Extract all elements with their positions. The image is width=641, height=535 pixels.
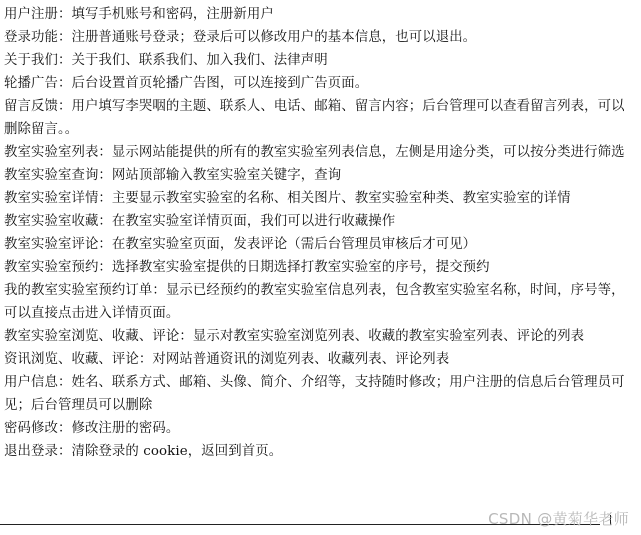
document-body — [4, 3, 636, 463]
paragraph-about-us: 关于我们：关于我们、联系我们、加入我们、法律声明 — [4, 53, 328, 68]
paragraph-my-bookings: 我的教室实验室预约订单：显示已经预约的教室实验室信息列表，包含教室实验室名称，时间，序号等，可以直接点击进入详情页面。 — [4, 283, 625, 321]
paragraph-message-feedback: 留言反馈：用户填写李哭咽的主题、联系人、电话、邮箱、留言内容；后台管理可以查看留言列表，可以删除留言。。 — [4, 99, 625, 137]
paragraph-classroom-comment: 教室实验室评论：在教室实验室页面，发表评论（需后台管理员审核后才可见） — [4, 237, 477, 252]
paragraph-login: 登录功能：注册普通账号登录；登录后可以修改用户的基本信息，也可以退出。 — [4, 30, 477, 45]
paragraph-user-info: 用户信息：姓名、联系方式、邮箱、头像、简介、介绍等，支持随时修改；用户注册的信息后台管理员可见；后台管理员可以删除 — [4, 375, 625, 413]
paragraph-user-register: 用户注册：填写手机账号和密码，注册新用户 — [4, 7, 274, 22]
paragraph-password-change: 密码修改：修改注册的密码。 — [4, 421, 180, 436]
paragraph-classroom-search: 教室实验室查询：网站顶部输入教室实验室关键字，查询 — [4, 168, 342, 183]
paragraph-classroom-detail: 教室实验室详情：主要显示教室实验室的名称、相关图片、教室实验室种类、教室实验室的详情 — [4, 191, 571, 206]
paragraph-classroom-favorite: 教室实验室收藏：在教室实验室详情页面，我们可以进行收藏操作 — [4, 214, 396, 229]
paragraph-logout: 退出登录：清除登录的 cookie，返回到首页。 — [4, 444, 283, 459]
paragraph-news-history: 资讯浏览、收藏、评论：对网站普通资讯的浏览列表、收藏列表、评论列表 — [4, 352, 450, 367]
paragraph-classroom-booking: 教室实验室预约：选择教室实验室提供的日期选择打教室实验室的序号，提交预约 — [4, 260, 490, 275]
paragraph-classroom-list: 教室实验室列表：显示网站能提供的所有的教室实验室列表信息，左侧是用途分类，可以按分类进行筛选 — [4, 145, 625, 160]
paragraph-carousel-ads: 轮播广告：后台设置首页轮播广告图，可以连接到广告页面。 — [4, 76, 369, 91]
paragraph-classroom-history: 教室实验室浏览、收藏、评论：显示对教室实验室浏览列表、收藏的教室实验室列表、评论的列表 — [4, 329, 585, 344]
csdn-watermark: CSDN @黄菊华老师 — [488, 510, 629, 528]
